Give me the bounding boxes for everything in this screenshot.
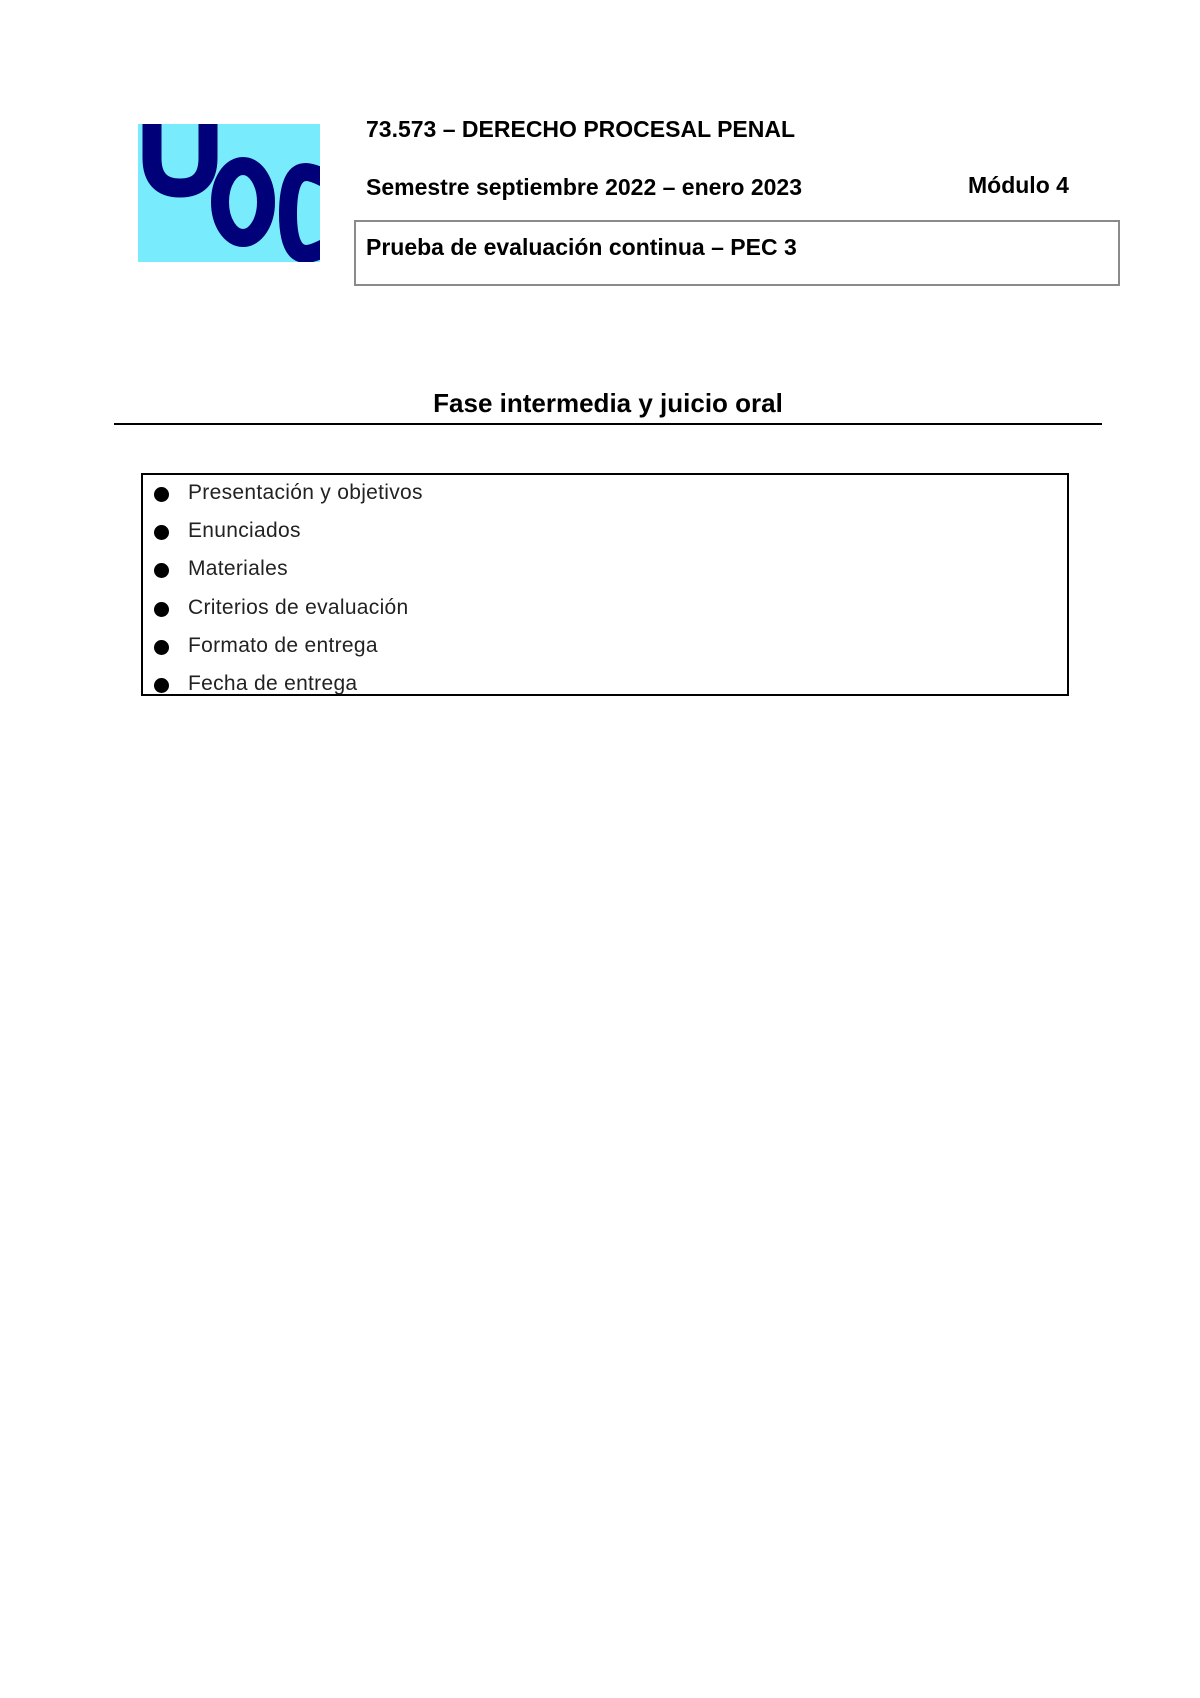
list-item-label: Presentación y objetivos bbox=[188, 481, 423, 504]
title-divider bbox=[114, 423, 1102, 425]
list-item bbox=[143, 590, 1067, 628]
list-item-label: Formato de entrega bbox=[188, 633, 378, 657]
list-item bbox=[143, 513, 1067, 551]
section-title: Fase intermedia y juicio oral bbox=[433, 388, 783, 418]
bullet-icon bbox=[154, 525, 169, 540]
contents-box bbox=[141, 473, 1069, 696]
bullet-icon bbox=[154, 640, 169, 655]
module-label: Módulo 4 bbox=[968, 172, 1069, 198]
assessment-box bbox=[354, 220, 1120, 286]
bullet-icon bbox=[154, 563, 169, 578]
bullet-icon bbox=[154, 602, 169, 617]
list-item-label: Enunciados bbox=[188, 519, 301, 543]
assessment-label: Prueba de evaluación continua – PEC 3 bbox=[366, 234, 797, 260]
list-item-label: Criterios de evaluación bbox=[188, 595, 409, 619]
list-item-label: Materiales bbox=[188, 557, 288, 581]
bullet-icon bbox=[154, 487, 169, 502]
semester-label: Semestre septiembre 2022 – enero 2023 bbox=[366, 174, 802, 200]
bullet-icon bbox=[154, 678, 169, 693]
list-item bbox=[143, 666, 1067, 704]
list-item-label: Fecha de entrega bbox=[188, 671, 358, 695]
contents-list bbox=[143, 475, 1067, 704]
course-title: 73.573 – DERECHO PROCESAL PENAL bbox=[366, 116, 796, 142]
list-item bbox=[143, 475, 1067, 513]
list-item bbox=[143, 551, 1067, 589]
list-item bbox=[143, 628, 1067, 666]
uoc-logo bbox=[138, 124, 320, 262]
